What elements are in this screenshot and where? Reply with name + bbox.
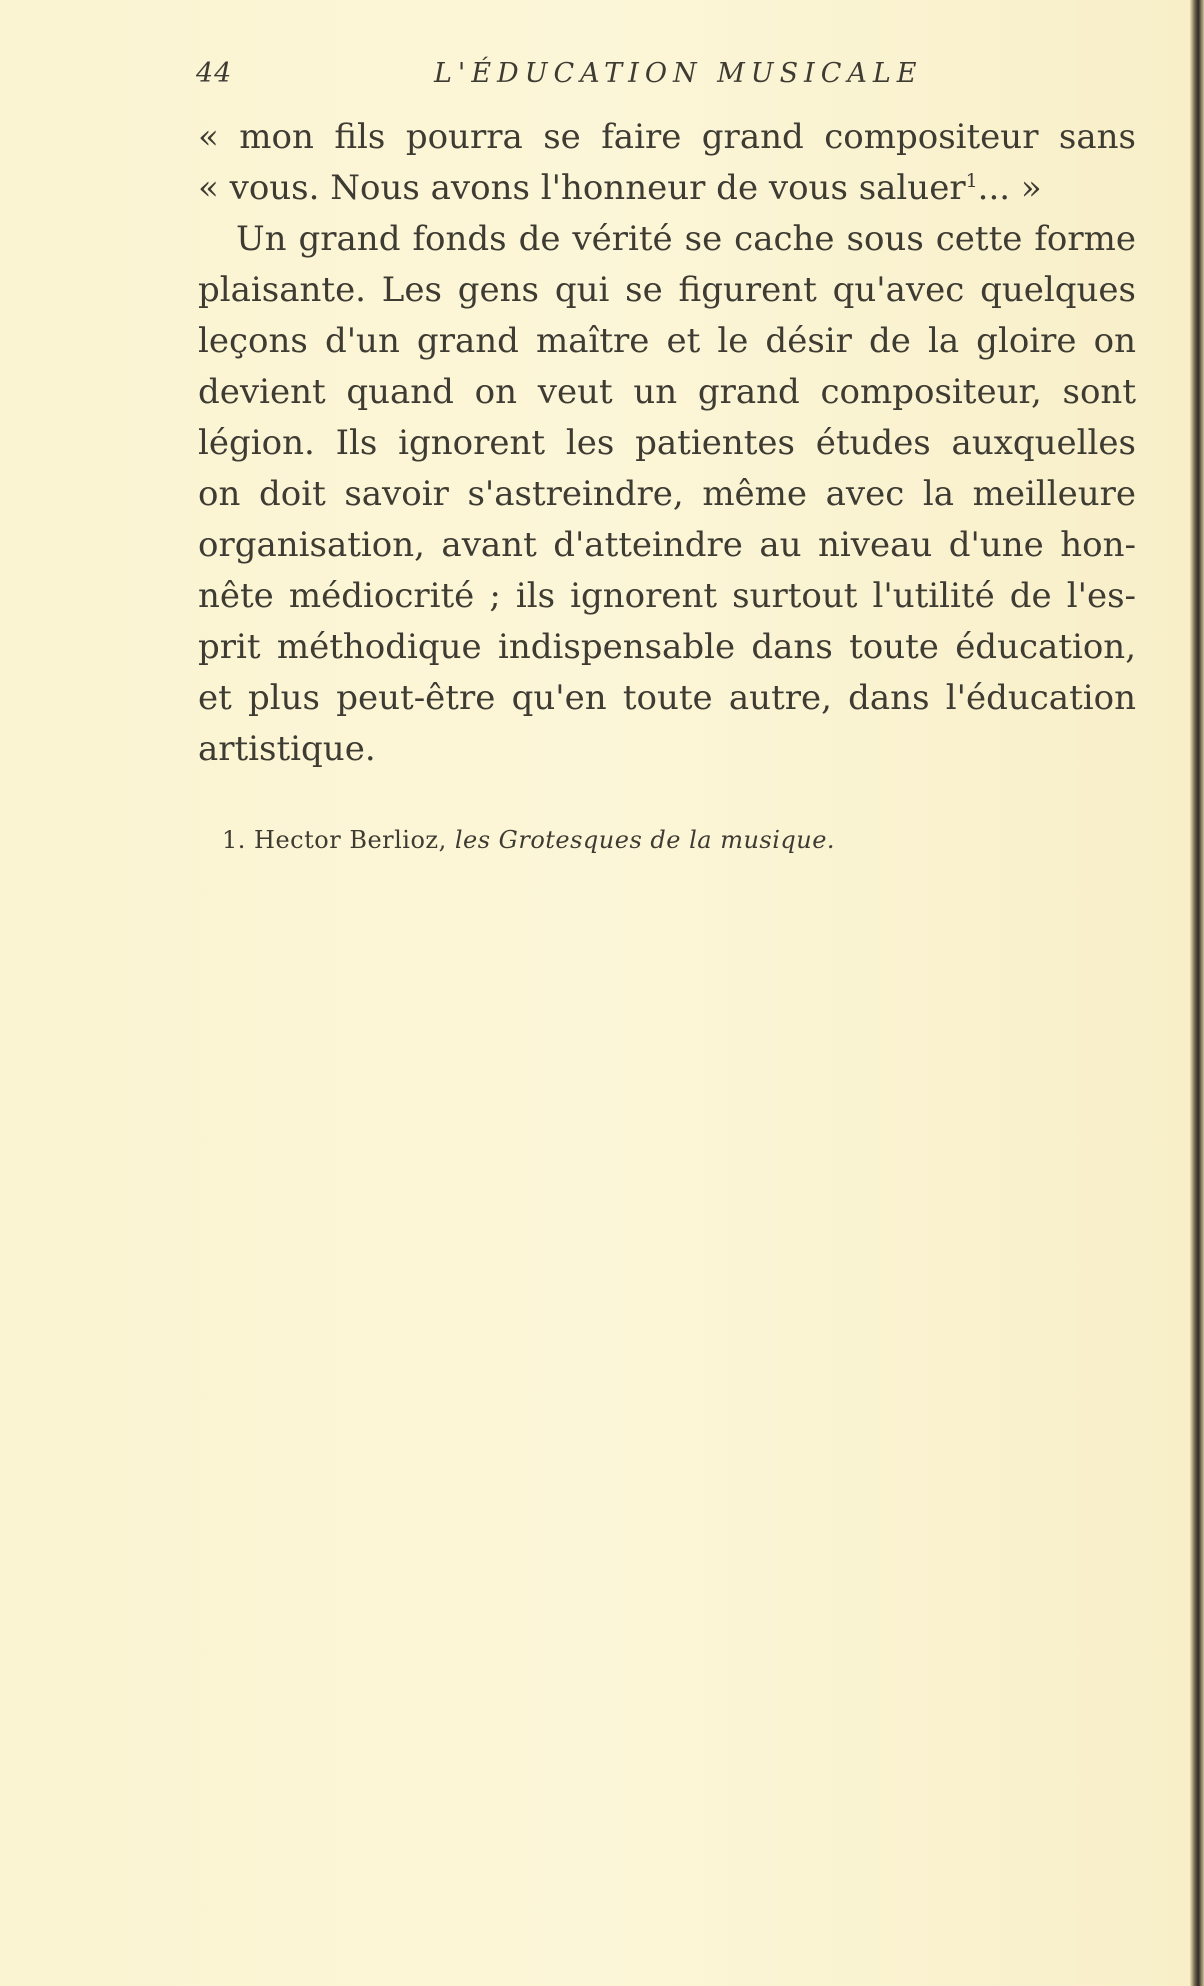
text-line: organisation, avant d'atteindre au niveau d'une hon- [198,525,1136,565]
text-line: plaisante. Les gens qui se figurent qu'avec quelques [198,270,1136,310]
page-header [196,58,1136,98]
text-line: nête médiocrité ; ils ignorent surtout l'utilité de l'es- [198,576,1136,616]
text-line: on doit savoir s'astreindre, même avec la meilleure [198,474,1136,514]
footnote-author: Hector Berlioz, [254,826,447,854]
text-line: prit méthodique indispensable dans toute éducation, [198,627,1136,667]
text-line: leçons d'un grand maître et le désir de la gloire on [198,321,1136,361]
text-line: devient quand on veut un grand compositeur, sont [198,372,1136,412]
footnote [222,826,835,854]
text-span: « vous. Nous avons l'honneur de vous saluer [198,168,966,208]
text-line: « mon fils pourra se faire grand compositeur sans [198,117,1136,157]
page-edge [1190,0,1204,1986]
page-number: 44 [196,58,233,89]
running-title: L'ÉDUCATION MUSICALE [434,58,923,89]
footnote-number: 1. [222,826,246,854]
text-span: ... » [977,168,1042,208]
body-text [198,112,1136,775]
text-line: légion. Ils ignorent les patientes études auxquelles [198,423,1136,463]
text-line: Un grand fonds de vérité se cache sous cette forme [236,219,1136,259]
text-line: artistique. [198,729,376,769]
text-line: et plus peut-être qu'en toute autre, dans l'éducation [198,678,1136,718]
text-line [198,163,1136,214]
footnote-reference: 1 [965,170,978,192]
footnote-title: les Grotesques de la musique. [454,826,836,854]
